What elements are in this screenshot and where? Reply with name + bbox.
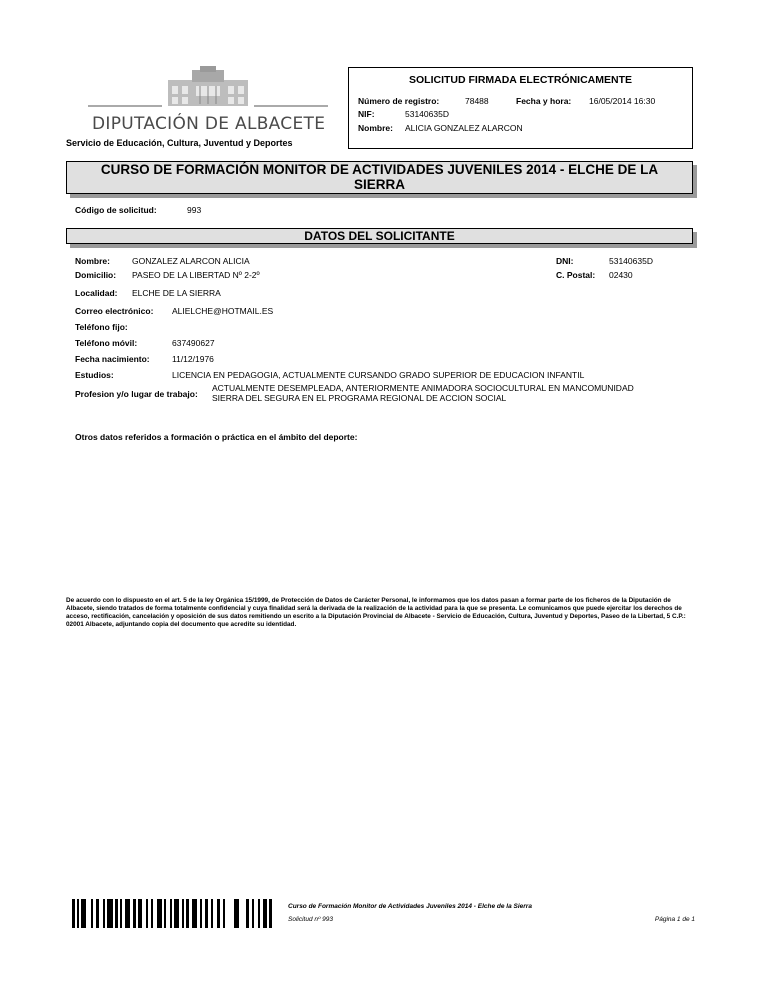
domicilio-value: PASEO DE LA LIBERTAD Nº 2-2º xyxy=(132,270,260,280)
registro-label: Número de registro: xyxy=(358,96,440,106)
legal-notice: De acuerdo con lo dispuesto en el art. 5 de la ley Orgánica 15/1999, de Protección de Datos de Carácter Personal, le informamos que los datos pasan a formar parte de los ficheros de la Diputación de Albacete, siendo tratados de forma totalmente confidencial y cuya finalidad será la derivada de la realización de la actividad para la que se presenta. Le comunicamos que puede ejercitar los derechos de acceso, rectificación, cancelación y oposición de sus datos remitiendo un escrito a la Diputación Provincial de Albacete - Servicio de Educación, Cultura, Juventud y Deportes, Paseo de la Libertad, 5 C.P.: 02001 Albacete, adjuntando copia del documento que acredite su identidad. xyxy=(66,597,686,628)
localidad-label: Localidad: xyxy=(75,288,118,298)
profesion-line2: SIERRA DEL SEGURA EN EL PROGRAMA REGIONAL DE ACCION SOCIAL xyxy=(212,393,507,403)
course-title-line1: CURSO DE FORMACIÓN MONITOR DE ACTIVIDADES JUVENILES 2014 - ELCHE DE LA xyxy=(100,162,659,177)
course-title-line2: SIERRA xyxy=(353,177,405,192)
estudios-label: Estudios: xyxy=(75,370,114,380)
applicant-nombre-value: GONZALEZ ALARCON ALICIA xyxy=(132,256,250,266)
nif-label: NIF: xyxy=(358,109,375,119)
signed-box-title: SOLICITUD FIRMADA ELECTRÓNICAMENTE xyxy=(408,74,633,86)
fecha-value: 16/05/2014 16:30 xyxy=(589,96,656,106)
cpostal-value: 02430 xyxy=(609,270,633,280)
telfijo-label: Teléfono fijo: xyxy=(75,322,128,332)
dni-label: DNI: xyxy=(556,256,574,266)
section-title: DATOS DEL SOLICITANTE xyxy=(304,229,455,243)
correo-value: ALIELCHE@HOTMAIL.ES xyxy=(172,306,274,316)
profesion-line1: ACTUALMENTE DESEMPLEADA, ANTERIORMENTE ANIMADORA SOCIOCULTURAL EN MANCOMUNIDAD xyxy=(212,383,634,393)
nombre-label: Nombre: xyxy=(358,123,393,133)
estudios-value: LICENCIA EN PEDAGOGIA, ACTUALMENTE CURSANDO GRADO SUPERIOR DE EDUCACION INFANTIL xyxy=(172,370,585,380)
nif-value: 53140635D xyxy=(405,109,449,119)
telmovil-value: 637490627 xyxy=(172,338,215,348)
codigo-label: Código de solicitud: xyxy=(75,205,157,215)
fecha-label: Fecha y hora: xyxy=(516,96,572,106)
barcode-icon xyxy=(72,899,272,928)
codigo-value: 993 xyxy=(187,205,202,215)
logo-text: DIPUTACIÓN DE ALBACETE xyxy=(92,114,326,134)
otros-datos-label: Otros datos referidos a formación o práctica en el ámbito del deporte: xyxy=(75,432,358,442)
service-name: Servicio de Educación, Cultura, Juventud y Deportes xyxy=(66,138,293,148)
footer-title: Curso de Formación Monitor de Actividades Juveniles 2014 - Elche de la Sierra xyxy=(288,903,532,910)
telmovil-label: Teléfono móvil: xyxy=(75,338,138,348)
localidad-value: ELCHE DE LA SIERRA xyxy=(132,288,221,298)
nacimiento-value: 11/12/1976 xyxy=(172,354,214,364)
nacimiento-label: Fecha nacimiento: xyxy=(75,354,150,364)
dni-value: 53140635D xyxy=(609,256,653,266)
registro-value: 78488 xyxy=(465,96,489,106)
correo-label: Correo electrónico: xyxy=(75,306,154,316)
footer-solicitud: Solicitud nº 993 xyxy=(288,916,334,923)
profesion-label: Profesion y/o lugar de trabajo: xyxy=(75,389,198,399)
domicilio-label: Domicilio: xyxy=(75,270,117,280)
footer-page-number: Página 1 de 1 xyxy=(654,916,695,923)
course-title xyxy=(66,162,693,192)
applicant-nombre-label: Nombre: xyxy=(75,256,110,266)
nombre-value: ALICIA GONZALEZ ALARCON xyxy=(405,123,523,133)
cpostal-label: C. Postal: xyxy=(556,270,596,280)
